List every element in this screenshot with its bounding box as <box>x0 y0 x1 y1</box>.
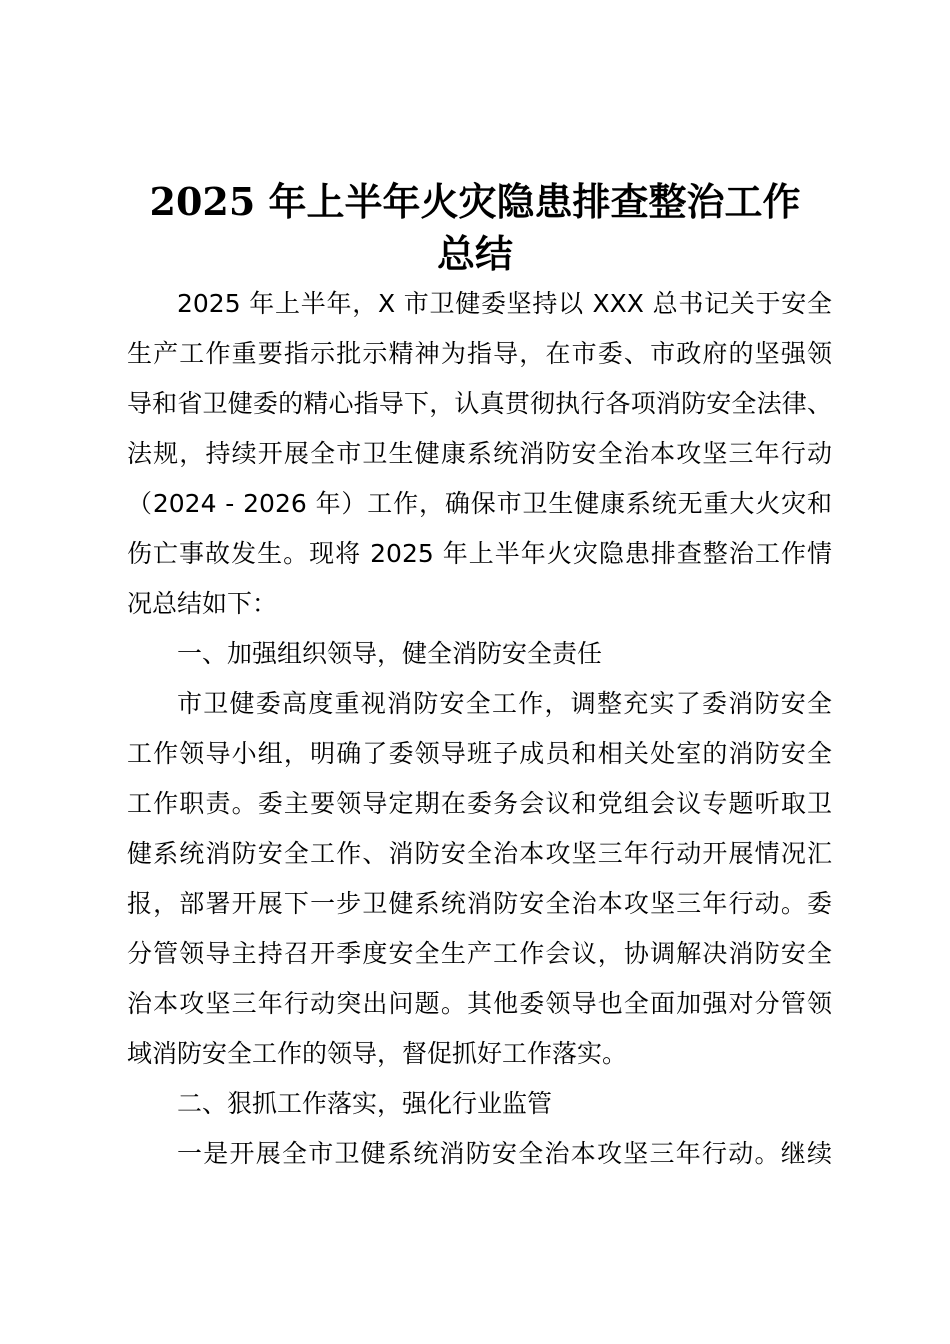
body-line: 2025 年上半年，X 市卫健委坚持以 XXX 总书记关于安全 <box>177 289 832 318</box>
body-line: 伤亡事故发生。现将 2025 年上半年火灾隐患排查整治工作情 <box>127 539 832 568</box>
title-line-1: 2025 年上半年火灾隐患排查整治工作 <box>149 179 801 224</box>
body-line: 市卫健委高度重视消防安全工作，调整充实了委消防安全 <box>177 689 832 718</box>
body-line: 治本攻坚三年行动突出问题。其他委领导也全面加强对分管领 <box>127 989 832 1018</box>
body-line: 报，部署开展下一步卫健系统消防安全治本攻坚三年行动。委 <box>127 889 832 918</box>
document-title <box>100 176 850 280</box>
body-line: 工作职责。委主要领导定期在委务会议和党组会议专题听取卫 <box>127 789 832 818</box>
body-line: 分管领导主持召开季度安全生产工作会议，协调解决消防安全 <box>127 939 832 968</box>
body-line: （2024 - 2026 年）工作，确保市卫生健康系统无重大火灾和 <box>127 489 832 518</box>
body-line: 一是开展全市卫健系统消防安全治本攻坚三年行动。继续 <box>177 1139 832 1168</box>
body-line: 工作领导小组，明确了委领导班子成员和相关处室的消防安全 <box>127 739 832 768</box>
body-line: 健系统消防安全工作、消防安全治本攻坚三年行动开展情况汇 <box>127 839 832 868</box>
body-line: 法规，持续开展全市卫生健康系统消防安全治本攻坚三年行动 <box>127 439 832 468</box>
body-line: 况总结如下： <box>127 589 278 618</box>
body-line: 生产工作重要指示批示精神为指导，在市委、市政府的坚强领 <box>127 339 832 368</box>
title-line-2: 总结 <box>436 231 513 276</box>
section-heading-1: 一、加强组织领导，健全消防安全责任 <box>177 639 603 668</box>
body-line: 域消防安全工作的领导，督促抓好工作落实。 <box>127 1039 628 1068</box>
section-heading-2: 二、狠抓工作落实，强化行业监管 <box>177 1089 553 1118</box>
body-line: 导和省卫健委的精心指导下，认真贯彻执行各项消防安全法律、 <box>127 389 832 418</box>
